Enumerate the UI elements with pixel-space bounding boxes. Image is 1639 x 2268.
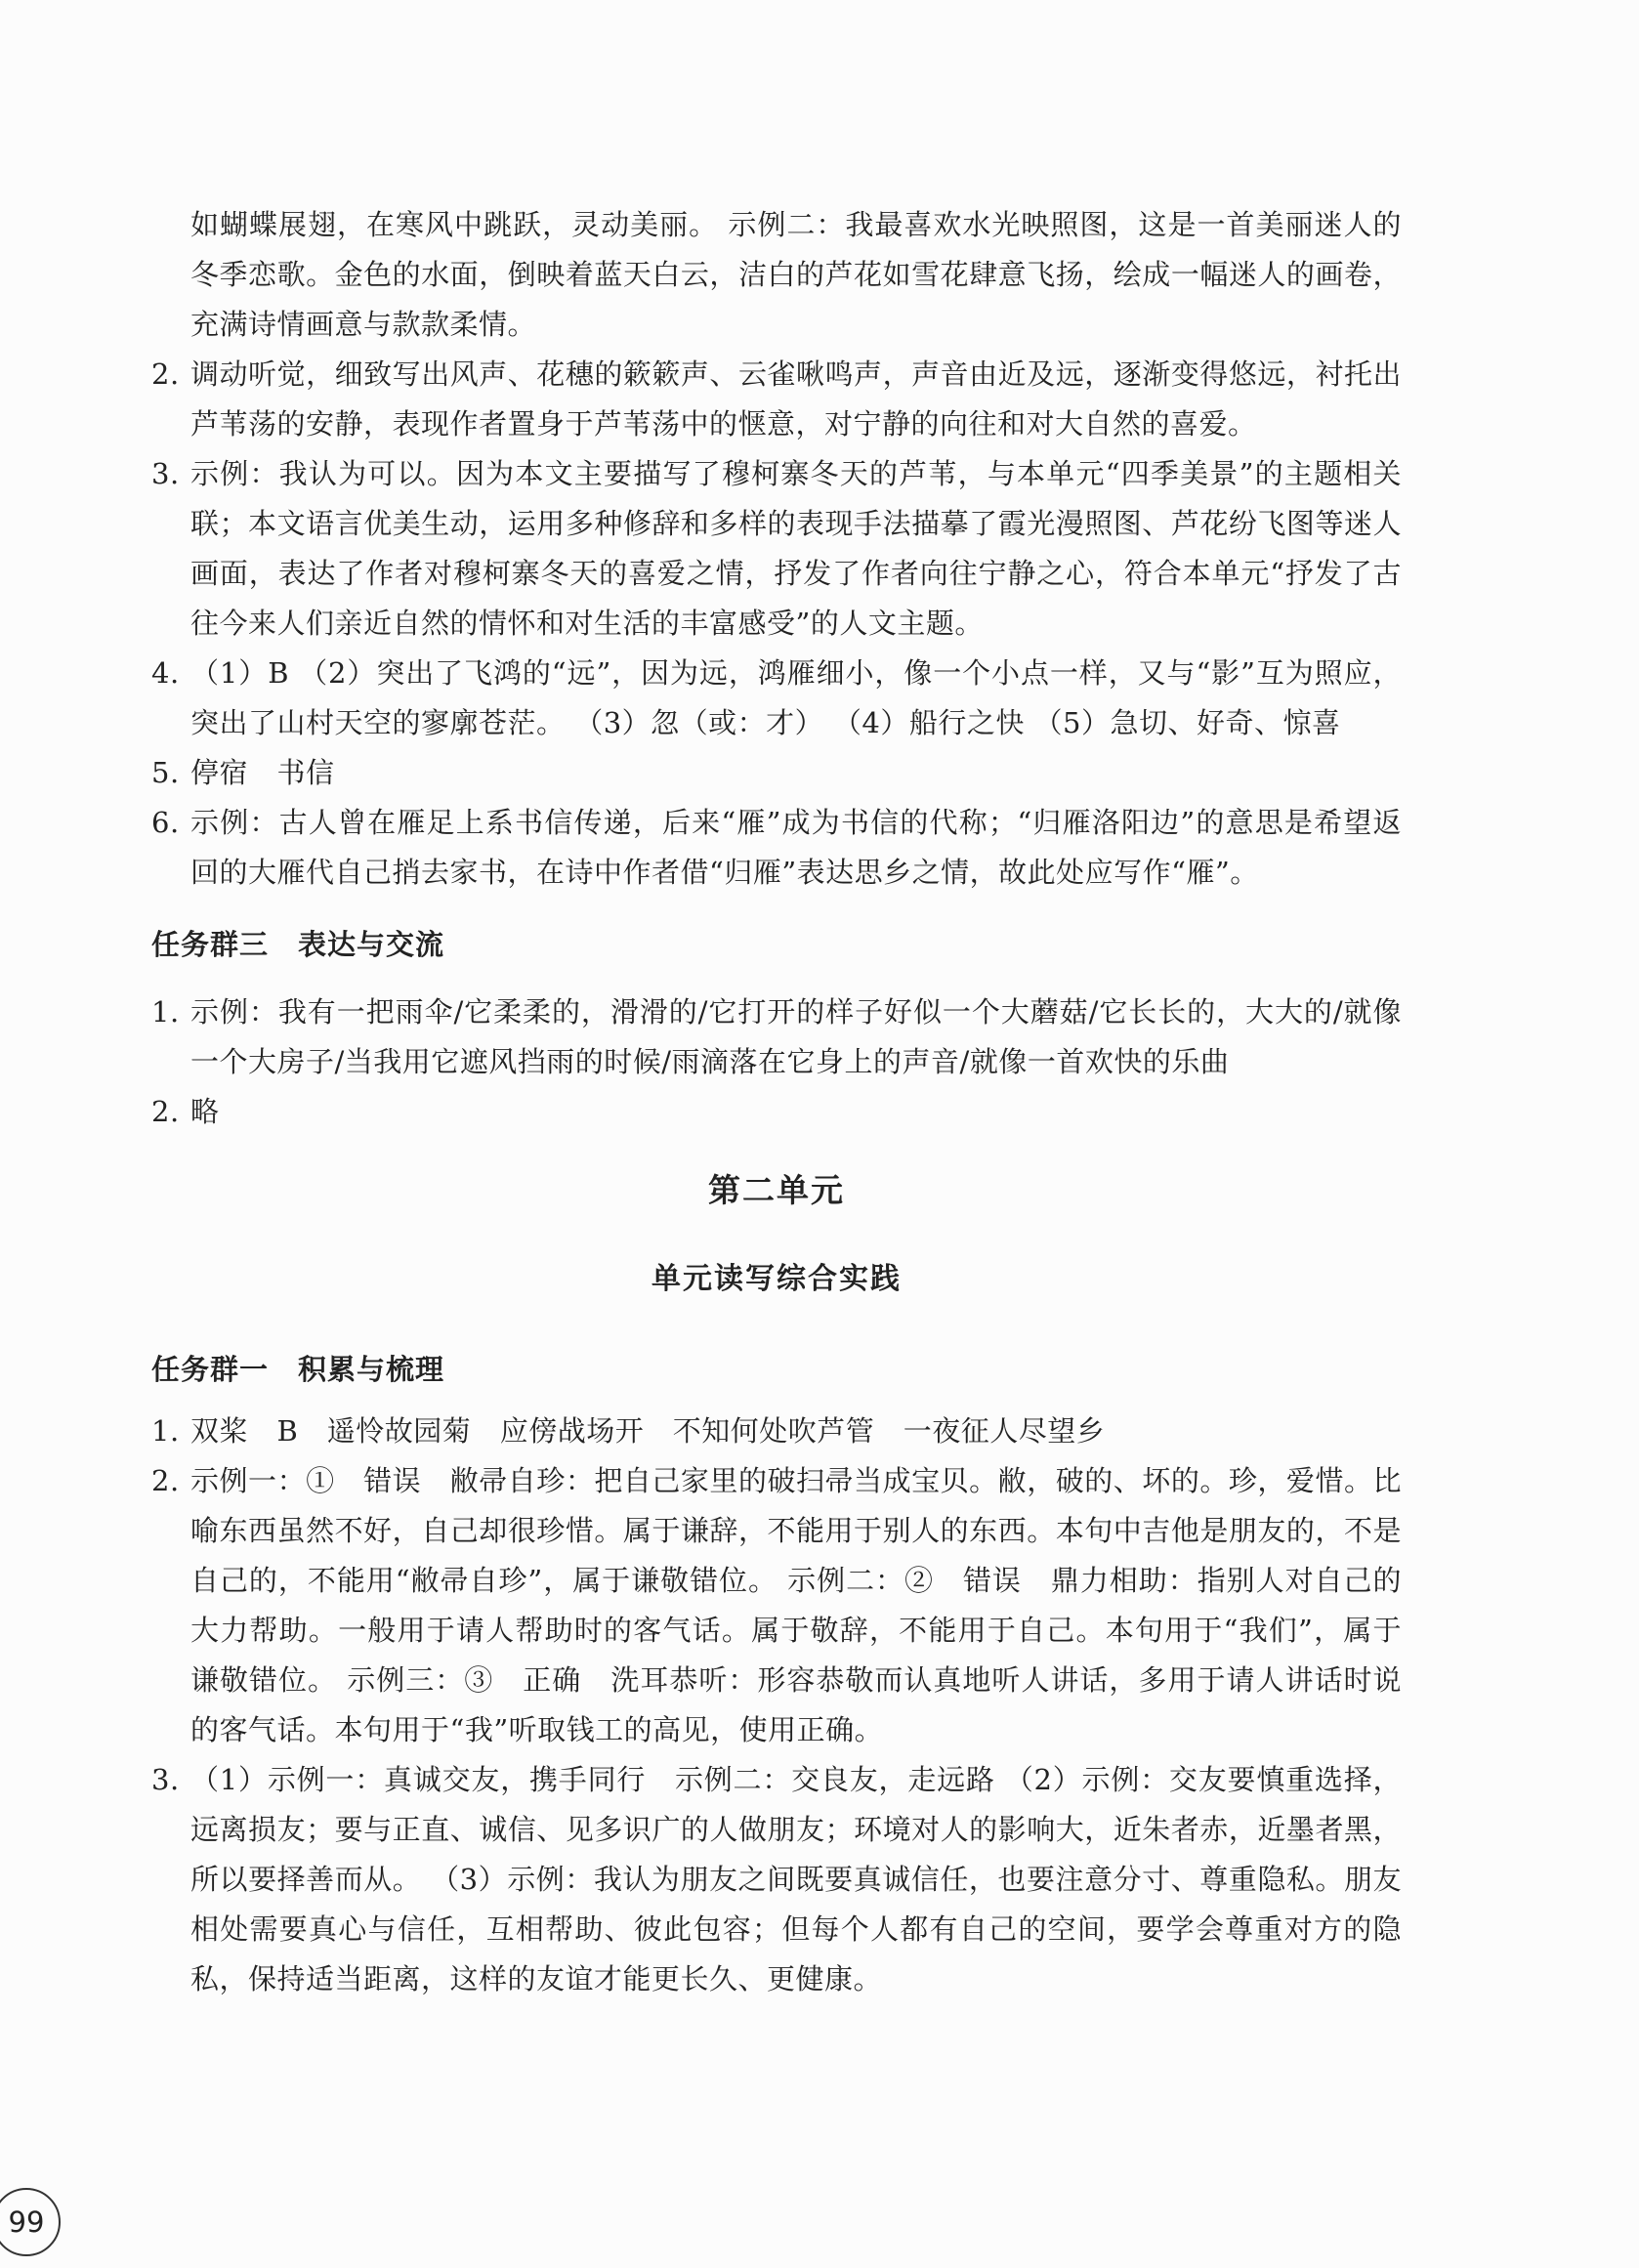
list-item: [151, 350, 1402, 449]
section1-answer-list: [151, 350, 1402, 898]
item-text: （1）示例一：真诚交友，携手同行 示例二：交良友，走远路 （2）示例：交友要慎重选择，远离损友；要与正直、诚信、见多识广的人做朋友；环境对人的影响大，近朱者赤，近墨者黑，所以要择善而从。 （3）示例：我认为朋友之间既要真诚信任，也要注意分寸、尊重隐私。朋友相处需要真心与信任，互相帮助、彼此包容；但每个人都有自己的空间，要学会尊重对方的隐私，保持适当距离，这样的友谊才能更长久、更健康。: [190, 1763, 1402, 1995]
list-item: [151, 1456, 1402, 1755]
item-number: 2.: [151, 357, 180, 391]
task3-answer-list: [151, 987, 1402, 1137]
item-number: 3.: [151, 457, 180, 490]
list-item: [151, 748, 1402, 798]
list-item: [151, 798, 1402, 898]
item-number: 1.: [151, 1414, 180, 1448]
page-content: [151, 200, 1402, 2004]
item-text: 调动听觉，细致写出风声、花穗的簌簌声、云雀啾鸣声，声音由近及远，逐渐变得悠远，衬托出芦苇荡的安静，表现作者置身于芦苇荡中的惬意，对宁静的向往和对大自然的喜爱。: [190, 357, 1402, 441]
task1-answer-list: [151, 1407, 1402, 2004]
continued-answer-text: 如蝴蝶展翅，在寒风中跳跃，灵动美丽。 示例二：我最喜欢水光映照图，这是一首美丽迷人的冬季恋歌。金色的水面，倒映着蓝天白云，洁白的芦花如雪花肆意飞扬，绘成一幅迷人的画卷，充满诗情画意与款款柔情。: [190, 208, 1402, 341]
item-number: 2.: [151, 1095, 180, 1128]
list-item: [151, 1407, 1402, 1456]
item-number: 6.: [151, 806, 180, 839]
item-text: （1）B （2）突出了飞鸿的“远”，因为远，鸿雁细小，像一个小点一样，又与“影”互为照应，突出了山村天空的寥廓苍茫。 （3）忽（或：才） （4）船行之快 （5）急切、好奇、惊喜: [190, 656, 1402, 739]
item-text: 示例：古人曾在雁足上系书信传递，后来“雁”成为书信的代称；“归雁洛阳边”的意思是希望返回的大雁代自己捎去家书，在诗中作者借“归雁”表达思乡之情，故此处应写作“雁”。: [190, 806, 1402, 889]
item-number: 1.: [151, 995, 180, 1029]
list-item: [151, 449, 1402, 649]
list-item: [151, 1087, 1402, 1137]
list-item: [151, 987, 1402, 1087]
list-item: [151, 649, 1402, 748]
unit-title: 第二单元: [708, 1171, 845, 1209]
item-text: 示例一：① 错误 敝帚自珍：把自己家里的破扫帚当成宝贝。敝，破的、坏的。珍，爱惜。比喻东西虽然不好，自己却很珍惜。属于谦辞，不能用于别人的东西。本句中吉他是朋友的，不是自己的，不能用“敝帚自珍”，属于谦敬错位。 示例二：② 错误 鼎力相助：指别人对自己的大力帮助。一般用于请人帮助时的客气话。属于敬辞，不能用于自己。本句用于“我们”，属于谦敬错位。 示例三：③ 正确 洗耳恭听：形容恭敬而认真地听人讲话，多用于请人讲话时说的客气话。本句用于“我”听取钱工的高见，使用正确。: [190, 1464, 1402, 1746]
section-title: 单元读写综合实践: [651, 1262, 902, 1296]
item-text: 停宿 书信: [190, 756, 335, 789]
item-number: 5.: [151, 756, 180, 789]
task3-heading: 任务群三 表达与交流: [151, 928, 445, 961]
page-number-badge: 99: [0, 2188, 61, 2256]
item-text: 示例：我认为可以。因为本文主要描写了穆柯寨冬天的芦苇，与本单元“四季美景”的主题相关联；本文语言优美生动，运用多种修辞和多样的表现手法描摹了霞光漫照图、芦花纷飞图等迷人画面，表达了作者对穆柯寨冬天的喜爱之情，抒发了作者向往宁静之心，符合本单元“抒发了古往今来人们亲近自然的情怀和对生活的丰富感受”的人文主题。: [190, 457, 1402, 640]
list-item: [151, 1755, 1402, 2004]
task1-heading: 任务群一 积累与梳理: [151, 1353, 445, 1386]
item-number: 2.: [151, 1464, 180, 1497]
item-number: 3.: [151, 1763, 180, 1796]
item-number: 4.: [151, 656, 180, 690]
item-text: 双桨 B 遥怜故园菊 应傍战场开 不知何处吹芦管 一夜征人尽望乡: [190, 1414, 1106, 1448]
item-text: 示例：我有一把雨伞/它柔柔的，滑滑的/它打开的样子好似一个大蘑菇/它长长的，大大的/就像一个大房子/当我用它遮风挡雨的时候/雨滴落在它身上的声音/就像一首欢快的乐曲: [190, 995, 1402, 1078]
item-text: 略: [190, 1095, 220, 1128]
